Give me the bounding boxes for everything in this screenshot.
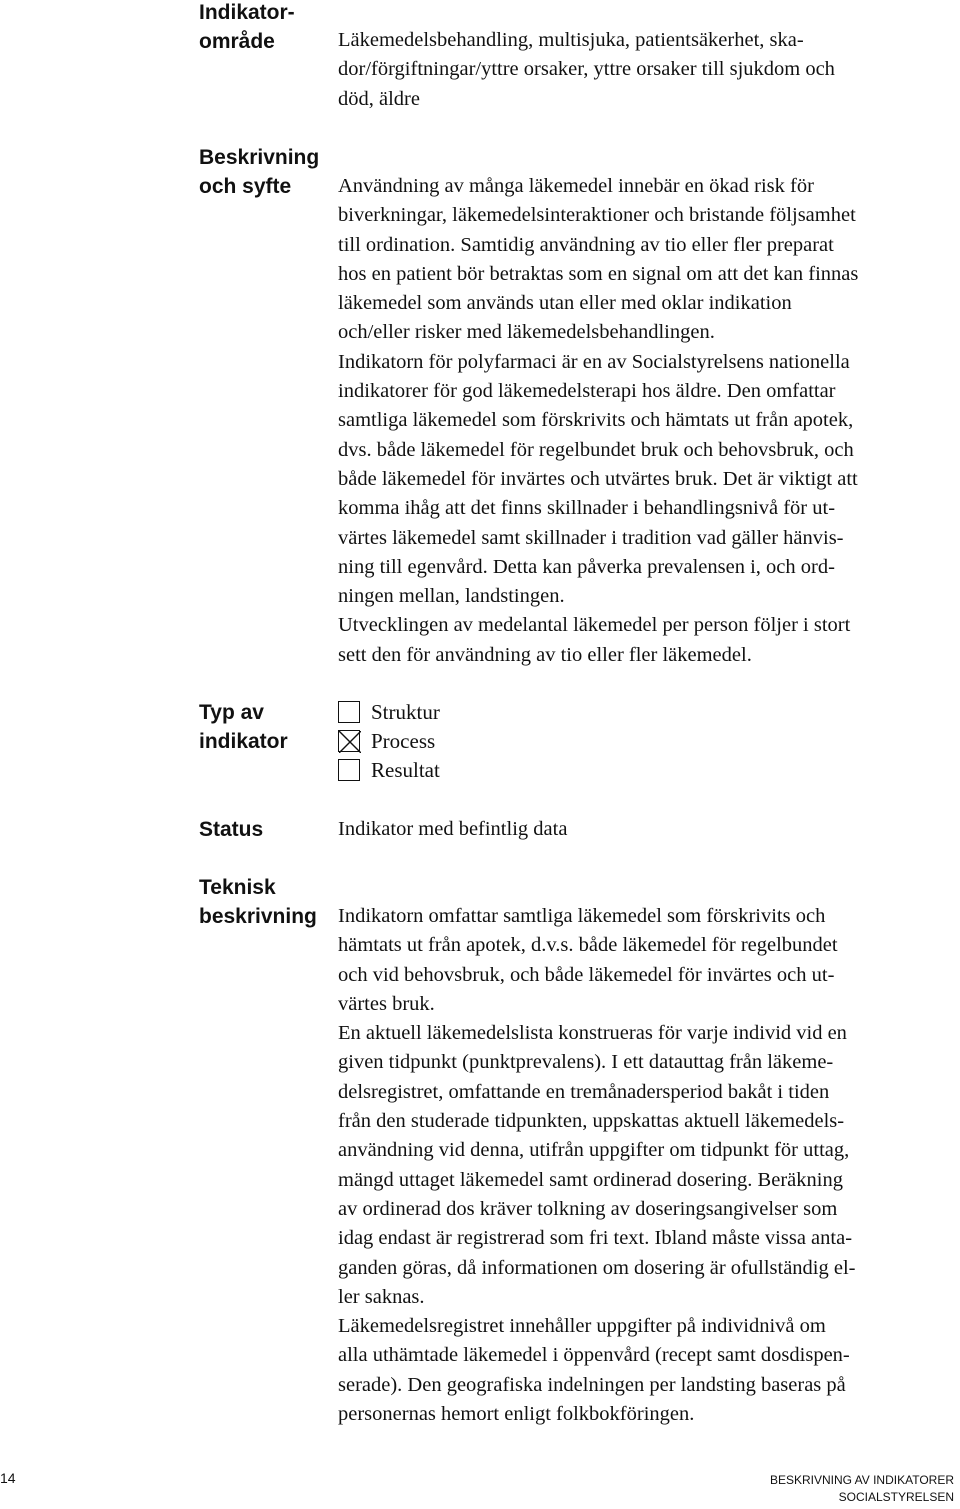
page-number: 14 — [0, 1470, 16, 1486]
label-line: beskrivning — [199, 905, 317, 928]
checkbox-icon[interactable] — [338, 759, 360, 781]
beskrivning-text — [338, 172, 858, 670]
option-label: Struktur — [371, 700, 440, 724]
text-line: biverkningar, läkemedelsinteraktioner och bristande följsamhet — [338, 204, 856, 227]
label-typ — [199, 698, 288, 756]
text-line: av ordinerad dos kräver tolkning av doseringsangivelser som — [338, 1197, 838, 1220]
text-line: värtes bruk. — [338, 992, 435, 1015]
indikatoromrade-text — [338, 26, 835, 114]
label-line: Beskrivning — [199, 146, 320, 169]
text-line: serade). Den geografiska indelningen per landsting baseras på — [338, 1373, 846, 1396]
teknisk-text — [338, 902, 856, 1429]
label-line: Indikator- — [199, 1, 295, 24]
text-line: alla uthämtade läkemedel i öppenvård (recept samt dosdispen- — [338, 1344, 850, 1367]
text-line: ler saknas. — [338, 1285, 425, 1308]
option-label: Resultat — [371, 758, 440, 782]
footer-title: BESKRIVNING AV INDIKATORER — [769, 1473, 954, 1487]
label-line: Typ av — [199, 701, 264, 724]
text-line: värtes läkemedel samt skillnader i tradition vad gäller hänvis- — [338, 526, 844, 549]
text-line: läkemedel som används utan eller med oklar indikation — [338, 292, 792, 315]
label-teknisk — [199, 873, 317, 931]
text-line: hämtats ut från apotek, d.v.s. både läkemedel för regelbundet — [338, 934, 838, 957]
text-line: komma ihåg att det finns skillnader i behandlingsnivå för ut- — [338, 497, 836, 520]
checkbox-icon[interactable] — [338, 701, 360, 723]
text-line: både läkemedel för invärtes och utvärtes bruk. Det är viktigt att — [338, 467, 858, 490]
text-line: och/eller risker med läkemedelsbehandlingen. — [338, 321, 715, 344]
option-label: Process — [371, 729, 436, 753]
text-line: Läkemedelsregistret innehåller uppgifter på individnivå om — [338, 1315, 826, 1338]
text-line: ning till egenvård. Detta kan påverka prevalensen i, och ord- — [338, 555, 835, 578]
text-line: dor/förgiftningar/yttre orsaker, yttre orsaker till sjukdom och — [338, 58, 835, 81]
text-line: Användning av många läkemedel innebär en ökad risk för — [338, 175, 814, 197]
text-line: död, äldre — [338, 87, 420, 110]
text-line: sett den för användning av tio eller fler läkemedel. — [338, 643, 752, 666]
label-line: indikator — [199, 730, 288, 753]
text-line: och vid behovsbruk, och både läkemedel för invärtes och ut- — [338, 963, 835, 986]
text-line: mängd uttaget läkemedel samt ordinerad dosering. Beräkning — [338, 1168, 843, 1191]
text-line: till ordination. Samtidig användning av tio eller fler preparat — [338, 233, 834, 256]
label-status: Status — [199, 818, 264, 841]
text-line: ningen mellan, landstingen. — [338, 585, 565, 608]
text-line: personernas hemort enligt folkbokföringen. — [338, 1403, 695, 1426]
checked-checkbox-icon[interactable] — [338, 730, 360, 752]
label-indikatoromrade — [199, 0, 295, 56]
text-line: från den studerade tidpunkten, uppskattas aktuell läkemedels- — [338, 1110, 845, 1133]
label-beskrivning — [199, 143, 319, 201]
text-line: given tidpunkt (punktprevalens). I ett datauttag från läkeme- — [338, 1051, 834, 1074]
text-line: Indikatorn omfattar samtliga läkemedel som förskrivits och — [338, 905, 826, 927]
text-line: samtliga läkemedel som förskrivits och hämtats ut från apotek, — [338, 409, 854, 432]
option-resultat[interactable] — [338, 757, 440, 783]
text-line: En aktuell läkemedelslista konstrueras för varje individ vid en — [338, 1022, 847, 1045]
text-line: delsregistret, omfattande en tremånadersperiod bakåt i tiden — [338, 1080, 830, 1103]
text-line: Läkemedelsbehandling, multisjuka, patientsäkerhet, ska- — [338, 29, 804, 51]
text-line: Indikatorn för polyfarmaci är en av Socialstyrelsens nationella — [338, 350, 850, 373]
label-line: Teknisk — [199, 876, 276, 899]
option-struktur[interactable] — [338, 699, 440, 725]
text-line: idag endast är registrerad som fri text. Ibland måste vissa anta- — [338, 1227, 853, 1250]
text-line: användning vid denna, utifrån uppgifter om tidpunkt för uttag, — [338, 1139, 850, 1162]
text-line: hos en patient bör betraktas som en signal om att det kan finnas — [338, 262, 859, 285]
label-line: och syfte — [199, 175, 292, 198]
text-line: ganden göras, då informationen om dosering är ofullständig el- — [338, 1256, 856, 1279]
footer-publisher: SOCIALSTYRELSEN — [838, 1490, 954, 1504]
text-line: Utvecklingen av medelantal läkemedel per person följer i stort — [338, 614, 851, 637]
text-line: dvs. både läkemedel för regelbundet bruk och behovsbruk, och — [338, 438, 854, 461]
option-process[interactable] — [338, 728, 435, 754]
text-line: indikatorer för god läkemedelsterapi hos äldre. Den omfattar — [338, 380, 836, 403]
status-value: Indikator med befintlig data — [338, 818, 568, 840]
label-line: område — [199, 30, 275, 53]
